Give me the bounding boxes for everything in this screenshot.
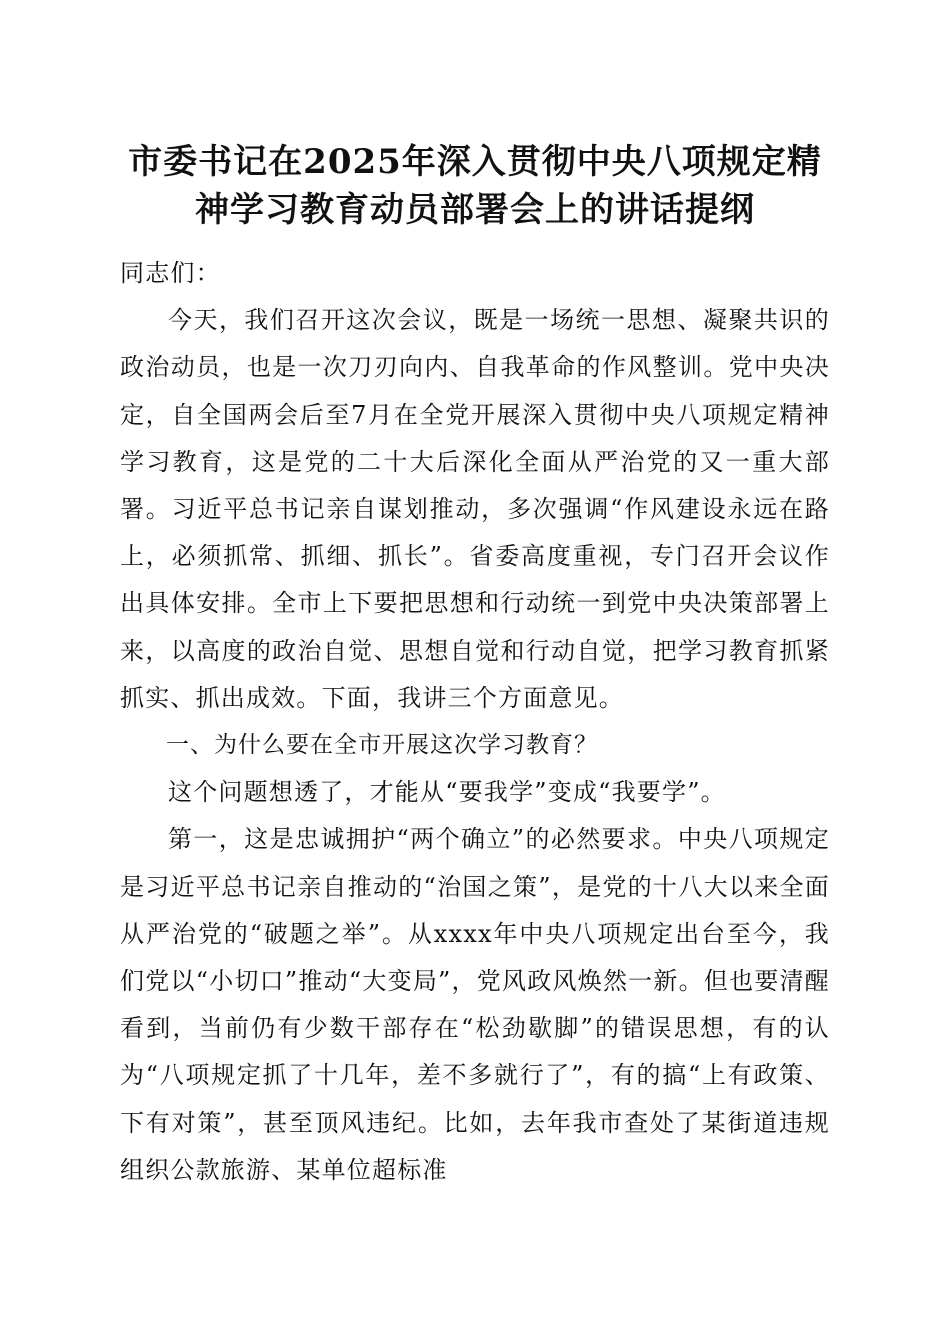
document-title bbox=[100, 138, 850, 234]
title-line-1: 市委书记在2025年深入贯彻中央八项规定精 bbox=[128, 142, 822, 182]
document-body bbox=[120, 250, 830, 1194]
intro-paragraph: 今天，我们召开这次会议，既是一场统一思想、凝聚共识的政治动员，也是一次刀刃向内、自我革命的作风整训。党中央决定，自全国两会后至7月在全党开展深入贯彻中央八项规定精神学习教育，这是党的二十大后深化全面从严治党的又一重大部署。习近平总书记亲自谋划推动，多次强调“作风建设永远在路上，必须抓常、抓细、抓长”。省委高度重视，专门召开会议作出具体安排。全市上下要把思想和行动统一到党中央决策部署上来，以高度的政治自觉、思想自觉和行动自觉，把学习教育抓紧抓实、抓出成效。下面，我讲三个方面意见。 bbox=[120, 306, 830, 712]
section-1-point-1: 第一，这是忠诚拥护“两个确立”的必然要求。中央八项规定是习近平总书记亲自推动的“治国之策”，是党的十八大以来全面从严治党的“破题之举”。从xxxx年中央八项规定出台至今，我们党以“小切口”推动“大变局”，党风政风焕然一新。但也要清醒看到，当前仍有少数干部存在“松劲歇脚”的错误思想，有的认为“八项规定抓了十几年，差不多就行了”，有的搞“上有政策、下有对策”，甚至顶风违纪。比如，去年我市查处了某街道违规组织公款旅游、某单位超标准 bbox=[120, 825, 830, 1184]
section-1-lead: 这个问题想透了，才能从“要我学”变成“我要学”。 bbox=[168, 778, 726, 807]
salutation: 同志们： bbox=[120, 259, 221, 287]
section-1-heading: 一、为什么要在全市开展这次学习教育？ bbox=[166, 732, 598, 759]
title-line-2: 神学习教育动员部署会上的讲话提纲 bbox=[195, 190, 755, 230]
